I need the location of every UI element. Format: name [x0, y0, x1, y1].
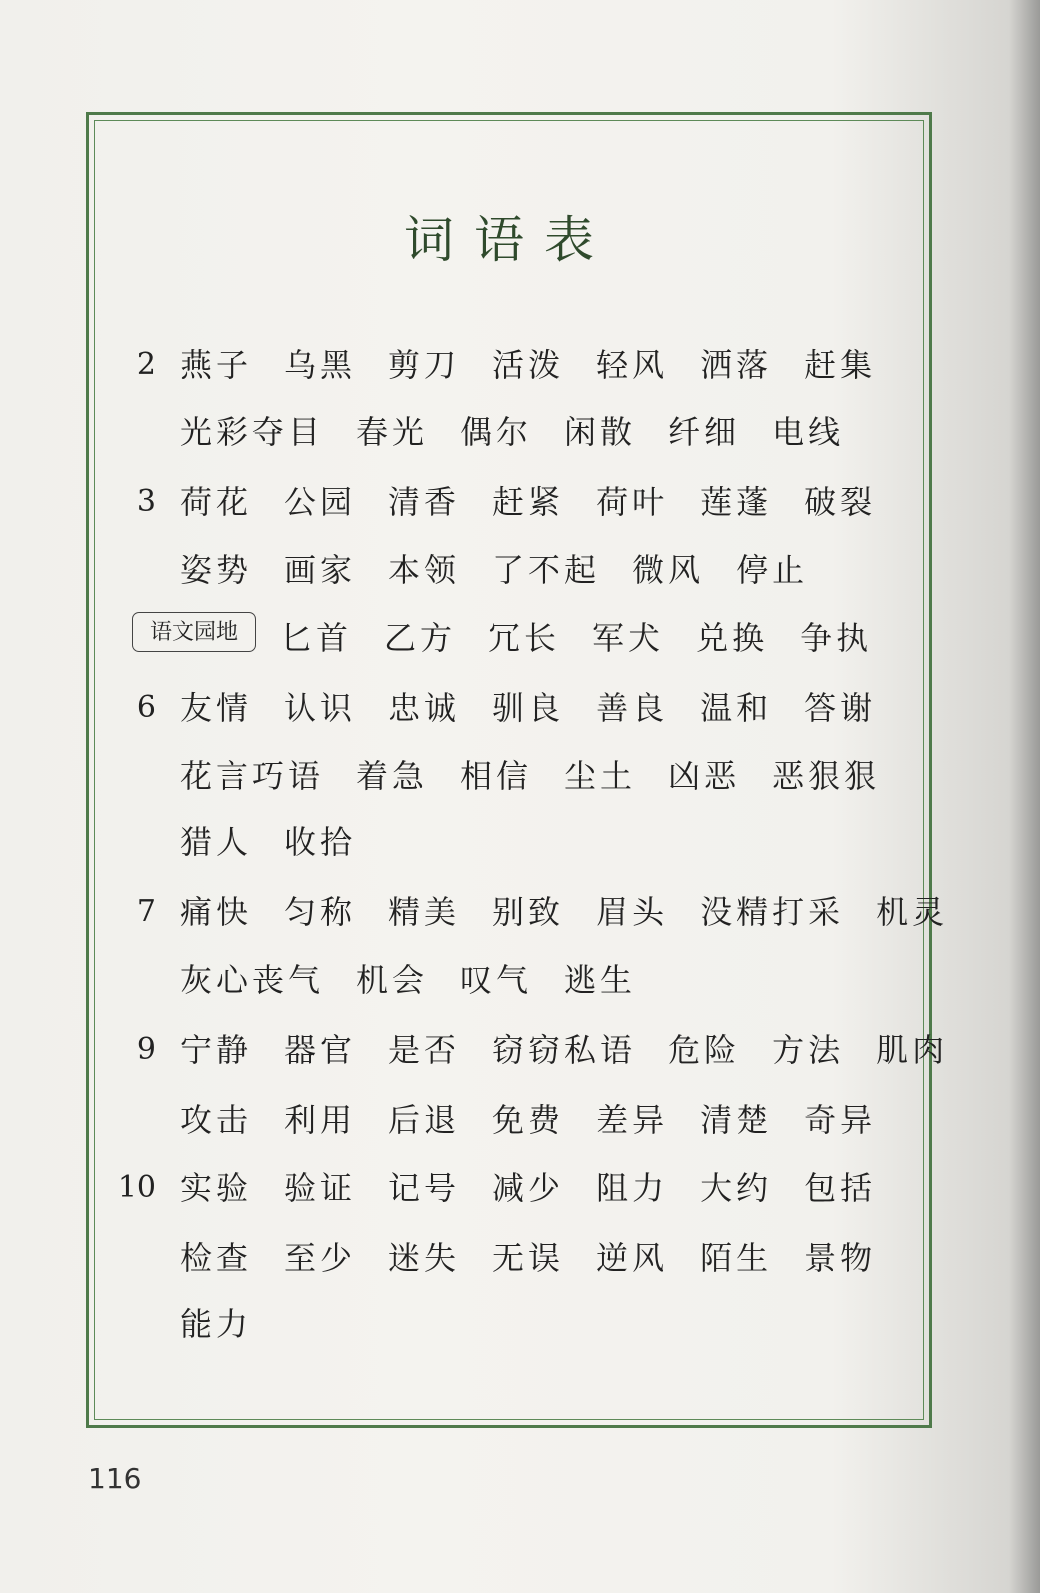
vocabulary-word: 纤细 [668, 413, 741, 451]
lesson-number: 6 [136, 690, 156, 725]
vocabulary-row [280, 608, 904, 668]
vocabulary-word: 答谢 [804, 689, 877, 727]
vocabulary-word: 差异 [596, 1101, 669, 1139]
vocabulary-word: 姿势 [180, 551, 253, 589]
vocabulary-row [180, 1228, 908, 1288]
vocabulary-word: 阻力 [596, 1169, 669, 1207]
vocabulary-word: 别致 [492, 893, 565, 931]
vocabulary-word: 利用 [284, 1101, 357, 1139]
vocabulary-word: 争执 [800, 619, 873, 657]
vocabulary-word: 燕子 [180, 346, 253, 384]
vocabulary-word: 是否 [388, 1031, 461, 1069]
vocabulary-word: 实验 [180, 1169, 253, 1207]
vocabulary-word: 免费 [492, 1101, 565, 1139]
vocabulary-row [180, 1294, 284, 1354]
vocabulary-word: 无误 [492, 1239, 565, 1277]
vocabulary-row [180, 1090, 908, 1150]
vocabulary-word: 灰心丧气 [180, 961, 325, 999]
vocabulary-word: 检查 [180, 1239, 253, 1277]
vocabulary-word: 乙方 [384, 619, 457, 657]
vocabulary-word: 荷叶 [596, 483, 669, 521]
vocabulary-word: 叹气 [460, 961, 533, 999]
vocabulary-word: 偶尔 [460, 413, 533, 451]
vocabulary-word: 剪刀 [388, 346, 461, 384]
vocabulary-word: 着急 [356, 757, 429, 795]
vocabulary-word: 电线 [772, 413, 845, 451]
vocabulary-word: 包括 [804, 1169, 877, 1207]
vocabulary-row [180, 402, 876, 462]
vocabulary-word: 逃生 [564, 961, 637, 999]
vocabulary-word: 了不起 [492, 551, 601, 589]
lesson-number: 7 [136, 894, 156, 929]
vocabulary-word: 光彩夺目 [180, 413, 325, 451]
lesson-number: 10 [117, 1170, 156, 1205]
vocabulary-row [180, 1158, 908, 1218]
vocabulary-word: 宁静 [180, 1031, 253, 1069]
vocabulary-word: 记号 [388, 1169, 461, 1207]
vocabulary-word: 驯良 [492, 689, 565, 727]
vocabulary-word: 微风 [632, 551, 705, 589]
vocabulary-word: 至少 [284, 1239, 357, 1277]
vocabulary-word: 痛快 [180, 893, 253, 931]
page-number: 116 [88, 1462, 142, 1495]
vocabulary-word: 危险 [668, 1031, 741, 1069]
vocabulary-word: 减少 [492, 1169, 565, 1207]
vocabulary-word: 恶狠狠 [772, 757, 881, 795]
vocabulary-word: 友情 [180, 689, 253, 727]
vocabulary-word: 乌黑 [284, 346, 357, 384]
vocabulary-word: 兑换 [696, 619, 769, 657]
vocabulary-word: 春光 [356, 413, 429, 451]
vocabulary-word: 尘土 [564, 757, 637, 795]
vocabulary-word: 善良 [596, 689, 669, 727]
vocabulary-row [180, 882, 980, 942]
vocabulary-word: 机会 [356, 961, 429, 999]
vocabulary-word: 迷失 [388, 1239, 461, 1277]
vocabulary-word: 赶紧 [492, 483, 565, 521]
vocabulary-word: 凶恶 [668, 757, 741, 795]
vocabulary-row [180, 540, 840, 600]
vocabulary-word: 认识 [284, 689, 357, 727]
vocabulary-word: 洒落 [700, 346, 773, 384]
lesson-number: 2 [136, 347, 156, 382]
vocabulary-row [180, 812, 388, 872]
vocabulary-word: 轻风 [596, 346, 669, 384]
vocabulary-word: 匕首 [280, 619, 353, 657]
vocabulary-word: 花言巧语 [180, 757, 325, 795]
vocabulary-word: 破裂 [804, 483, 877, 521]
vocabulary-row [180, 472, 908, 532]
vocabulary-word: 景物 [804, 1239, 877, 1277]
vocabulary-word: 匀称 [284, 893, 357, 931]
vocabulary-word: 精美 [388, 893, 461, 931]
vocabulary-word: 本领 [388, 551, 461, 589]
vocabulary-word: 温和 [700, 689, 773, 727]
vocabulary-row [180, 335, 908, 395]
vocabulary-word: 陌生 [700, 1239, 773, 1277]
vocabulary-word: 忠诚 [388, 689, 461, 727]
vocabulary-word: 公园 [284, 483, 357, 521]
vocabulary-word: 画家 [284, 551, 357, 589]
vocabulary-word: 大约 [700, 1169, 773, 1207]
vocabulary-word: 相信 [460, 757, 533, 795]
vocabulary-word: 能力 [180, 1305, 253, 1343]
vocabulary-word: 肌肉 [876, 1031, 949, 1069]
vocabulary-word: 没精打采 [700, 893, 845, 931]
vocabulary-word: 器官 [284, 1031, 357, 1069]
vocabulary-word: 军犬 [592, 619, 665, 657]
vocabulary-word: 停止 [736, 551, 809, 589]
vocabulary-word: 活泼 [492, 346, 565, 384]
vocabulary-word: 清香 [388, 483, 461, 521]
section-badge: 语文园地 [132, 612, 256, 652]
vocabulary-word: 收拾 [284, 823, 357, 861]
vocabulary-word: 赶集 [804, 346, 877, 384]
lesson-number: 3 [136, 484, 156, 519]
vocabulary-word: 后退 [388, 1101, 461, 1139]
lesson-number: 9 [136, 1032, 156, 1067]
vocabulary-word: 清楚 [700, 1101, 773, 1139]
page-title: 词语表 [404, 211, 614, 269]
vocabulary-row [180, 1020, 980, 1080]
vocabulary-word: 窃窃私语 [492, 1031, 637, 1069]
vocabulary-word: 眉头 [596, 893, 669, 931]
vocabulary-row [180, 746, 912, 806]
vocabulary-word: 验证 [284, 1169, 357, 1207]
vocabulary-word: 奇异 [804, 1101, 877, 1139]
vocabulary-word: 猎人 [180, 823, 253, 861]
vocabulary-row [180, 950, 668, 1010]
vocabulary-word: 莲蓬 [700, 483, 773, 521]
vocabulary-row [180, 678, 908, 738]
vocabulary-word: 逆风 [596, 1239, 669, 1277]
vocabulary-word: 冗长 [488, 619, 561, 657]
vocabulary-word: 荷花 [180, 483, 253, 521]
vocabulary-word: 方法 [772, 1031, 845, 1069]
vocabulary-word: 攻击 [180, 1101, 253, 1139]
vocabulary-word: 闲散 [564, 413, 637, 451]
vocabulary-word: 机灵 [876, 893, 949, 931]
